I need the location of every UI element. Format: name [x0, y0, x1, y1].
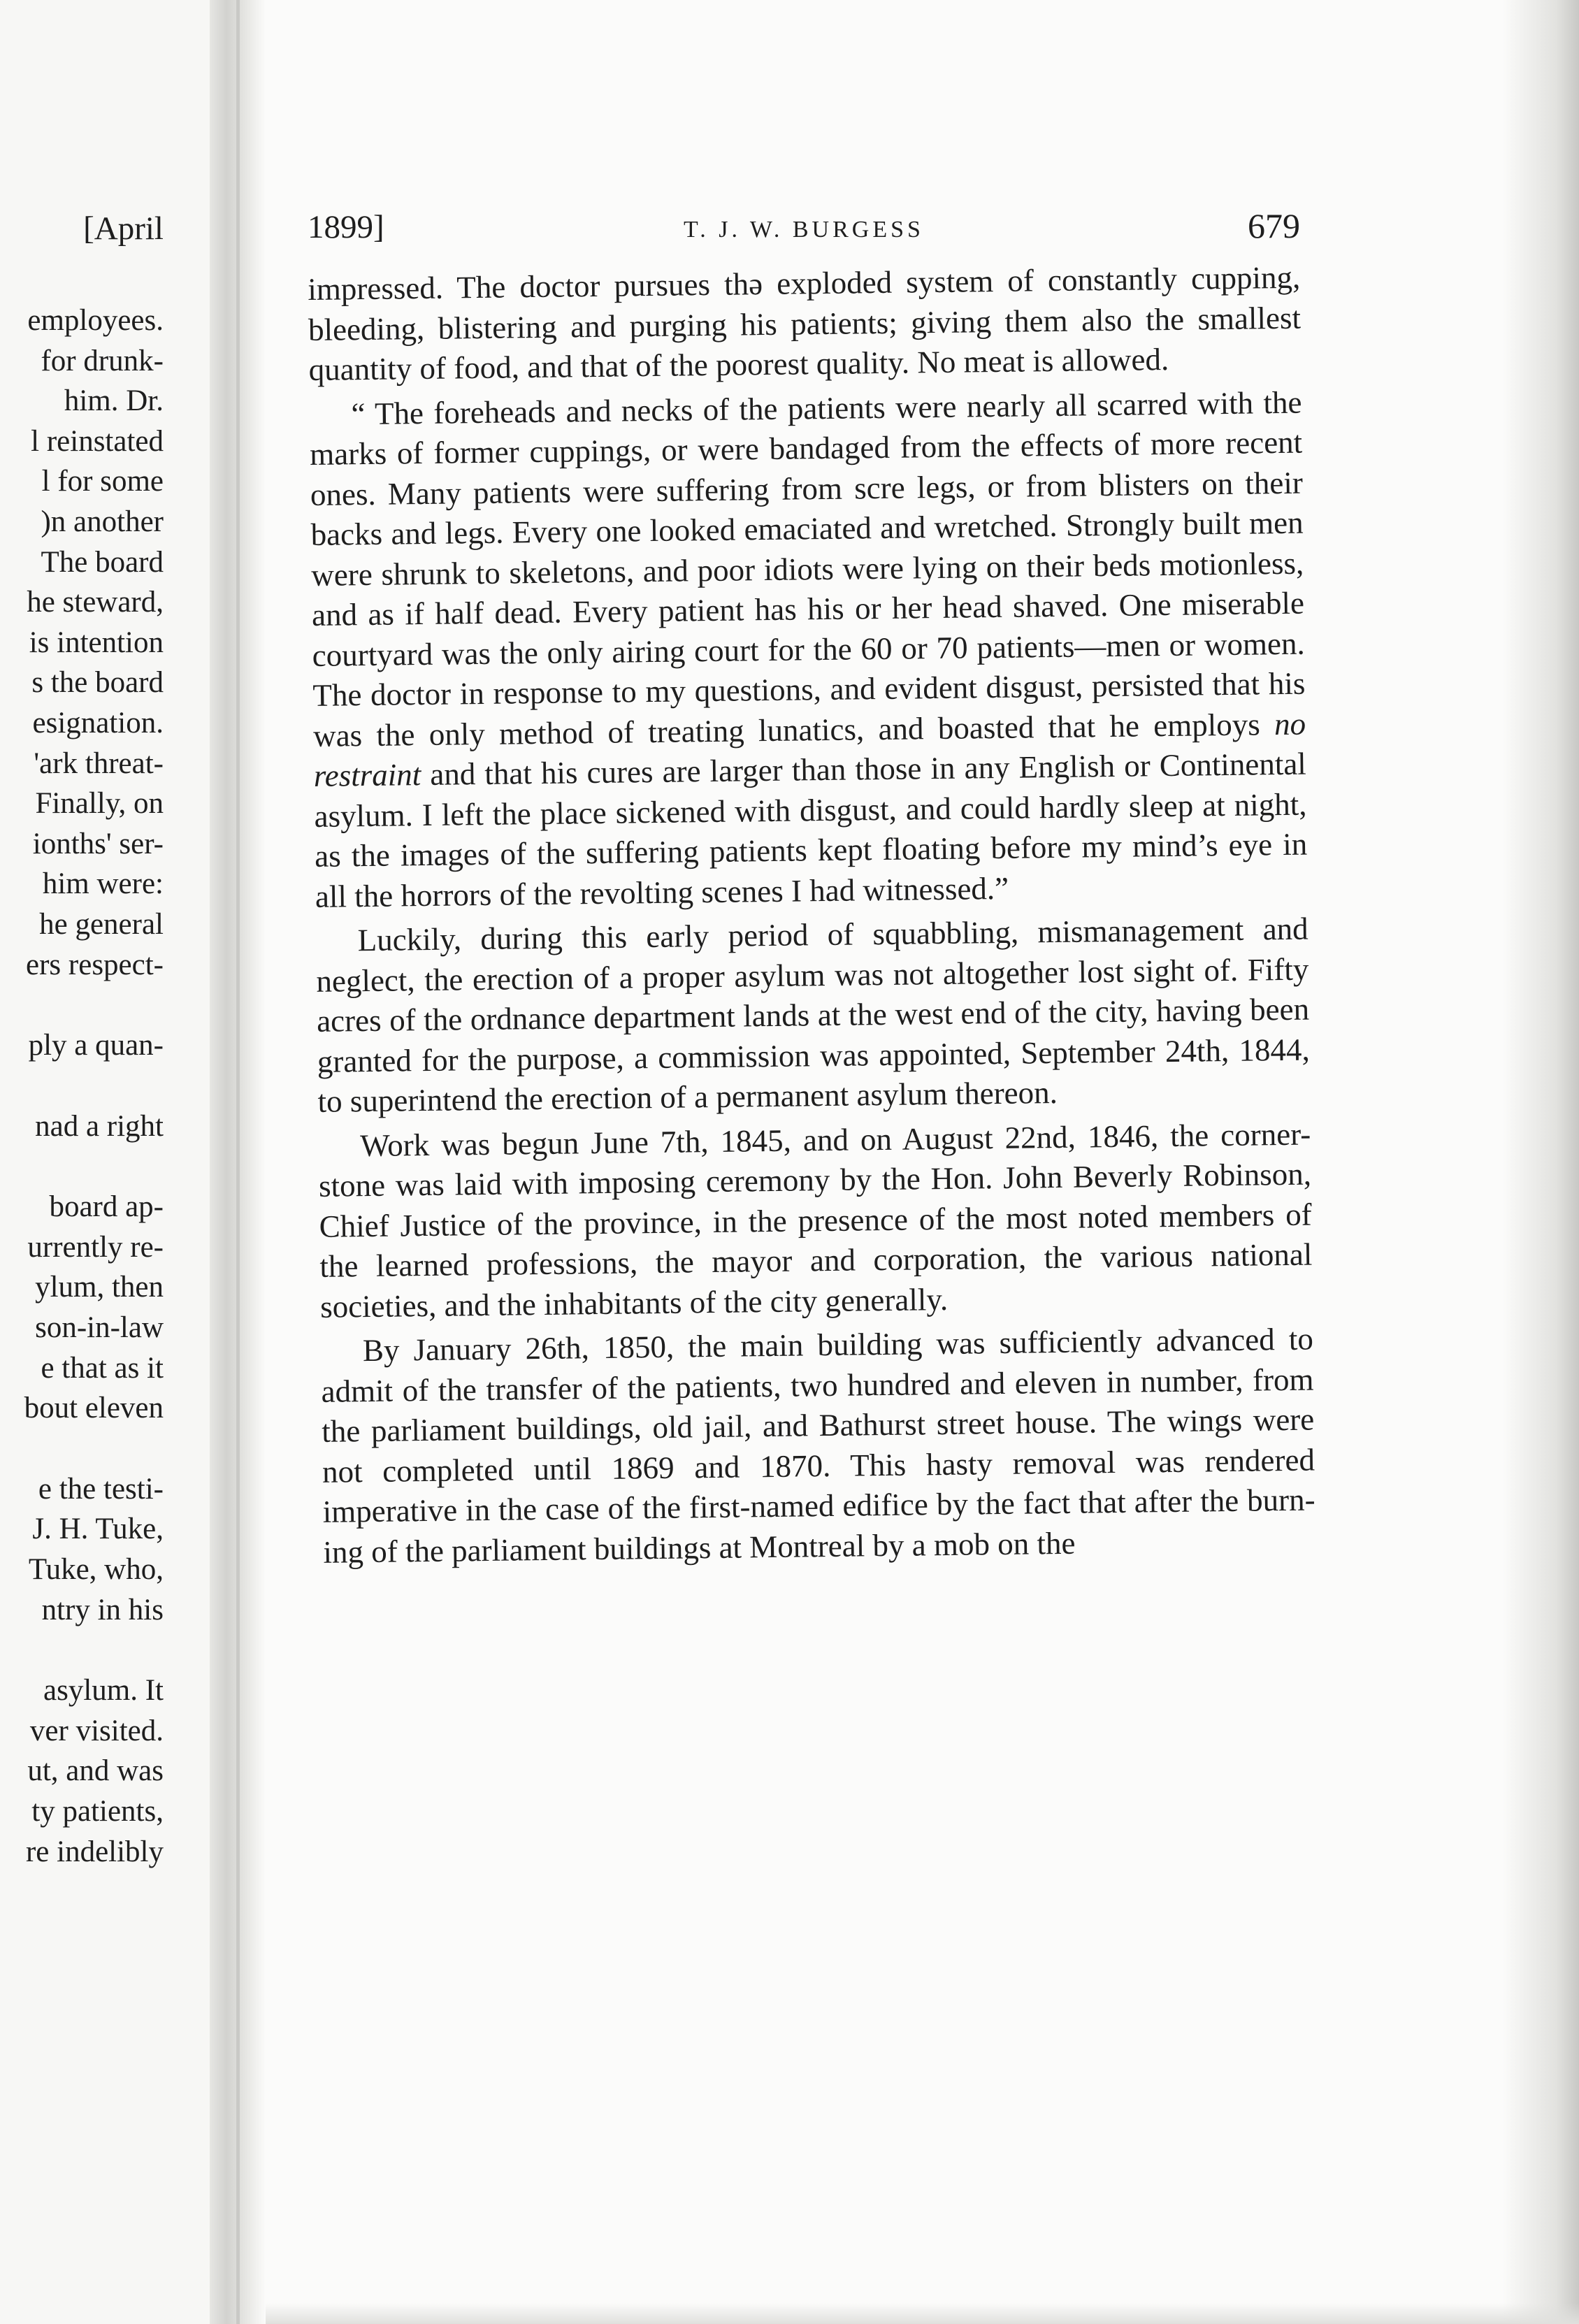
left-page-line: l for some: [41, 465, 164, 498]
left-page-line: [0, 1630, 164, 1670]
paragraph-2-text: “ The foreheads and necks of the patients were nearly all scarred with the marks of former cuppings, or were bandaged from the effects of more recent ones. Many patients were suffering from scre legs, or from blisters on their backs and legs. Every one looked emaciated and wretched. Strongly built men were shrunk to skeletons, and poor idiots were lying on their beds motionless, and as if half dead. Every patient has his or her head shaved. One miserable courtyard was the only airing court for the 60 or 70 patients—men or women. The doctor in response to my questions, and evident disgust, persisted that his was the only method of treating lunatics, and boasted that he employs: [309, 384, 1306, 753]
left-page-line: ty patients,: [31, 1795, 164, 1828]
paragraph-5: By January 26th, 1850, the main building was sufficiently advanced to admit of the transfer of the patients, two hundred and eleven in number, from the parliament buildings, old jail, and Bathurst street house. The wings were not completed until 1869 and 1870. This hasty removal was rendered imperative in the case of the first-named edifice by the fact that after the burning of the parliament buildings at Montreal by a mob on the: [321, 1321, 1315, 1570]
paragraph-3: Luckily, during this early period of squabbling, mismanagement and neglect, the erection of a proper asylum was not altogether lost sight of. Fifty acres of the ordnance department lands at the west end of the city, having been granted for the purpose, a commission was appointed, September 24th, 1844, to superintend the erection of a permanent asylum thereon.: [316, 911, 1311, 1119]
main-page: [308, 196, 1315, 1573]
paragraph-2: [309, 382, 1308, 917]
left-page-text: [0, 301, 164, 1872]
left-page-line: him were:: [42, 867, 164, 901]
left-page-line: [0, 1066, 164, 1106]
paragraph-1: impressed. The doctor pursues thə exploded system of constantly cupping, bleeding, blistering and purging his patients; giving them also the smallest quantity of food, and that of the poorest quality. No meat is allowed.: [308, 259, 1302, 387]
left-page-line: esignation.: [32, 706, 164, 739]
left-page-line: s the board: [31, 666, 164, 700]
paragraph-2-rest: and that his cures are larger than those in any English or Continental asylum. I left the place sickened with disgust, and could hardly sleep at night, as the images of the suffering patients kept floating before my mind’s eye in all the horrors of the revolting scenes I had witnessed.”: [314, 746, 1308, 914]
left-page-line: ylum, then: [35, 1271, 164, 1304]
left-page-line: son-in-law: [35, 1311, 164, 1345]
left-page-line: employees.: [27, 304, 164, 337]
left-page-line: Finally, on: [35, 787, 164, 821]
left-page-line: [0, 1429, 164, 1469]
left-page-line: e that as it: [41, 1351, 164, 1385]
running-header: [308, 196, 1300, 259]
page-edge-shadow: [1502, 0, 1579, 2324]
left-page-line: he general: [39, 907, 164, 941]
body-text: [308, 258, 1316, 1573]
header-author: T. J. W. BURGESS: [684, 217, 924, 243]
paragraph-4: Work was begun June 7th, 1845, and on August 22nd, 1846, the corner-stone was laid with imposing ceremony by the Hon. John Beverly Robinson, Chief Justice of the province, in the presence of the most noted members of the learned professions, the mayor and corporation, the various national societies, and the inhabitants of the city generally.: [318, 1116, 1313, 1325]
left-page-line: for drunk-: [41, 344, 164, 377]
left-page-line: e the testi-: [38, 1472, 164, 1506]
left-page-line: [0, 1146, 164, 1187]
left-page-line: 'ark threat-: [34, 746, 164, 780]
left-page-line: ers respect-: [26, 948, 164, 981]
left-page-header: [April: [83, 210, 164, 247]
left-page-line: him. Dr.: [64, 384, 164, 418]
left-page-line: he steward,: [27, 586, 164, 619]
page-number: 679: [1248, 206, 1300, 245]
previous-page: [0, 0, 210, 2324]
left-page-line: is intention: [29, 626, 164, 659]
italic-phrase: no restraint: [313, 706, 1306, 793]
left-page-line: The board: [41, 545, 164, 579]
left-page-line: ntry in his: [41, 1593, 164, 1626]
left-page-line: [0, 985, 164, 1025]
left-page-line: board ap-: [49, 1190, 164, 1224]
left-page-line: Tuke, who,: [28, 1553, 164, 1587]
left-page-line: l reinstated: [31, 424, 164, 458]
left-page-line: ut, and was: [27, 1754, 164, 1788]
left-page-line: urrently re-: [27, 1230, 164, 1264]
left-page-line: bout eleven: [24, 1392, 164, 1425]
left-page-line: ply a quan-: [28, 1029, 164, 1062]
bottom-edge-shadow: [266, 2303, 1579, 2324]
left-page-line: re indelibly: [25, 1835, 164, 1868]
header-year: 1899]: [308, 209, 384, 245]
left-page-line: ionths' ser-: [32, 827, 164, 860]
left-page-line: J. H. Tuke,: [32, 1513, 164, 1546]
binding-line: [236, 0, 240, 2324]
left-page-line: ver visited.: [29, 1714, 164, 1747]
left-page-line: asylum. It: [43, 1674, 164, 1708]
left-page-line: )n another: [41, 505, 164, 538]
left-page-line: nad a right: [35, 1109, 164, 1143]
